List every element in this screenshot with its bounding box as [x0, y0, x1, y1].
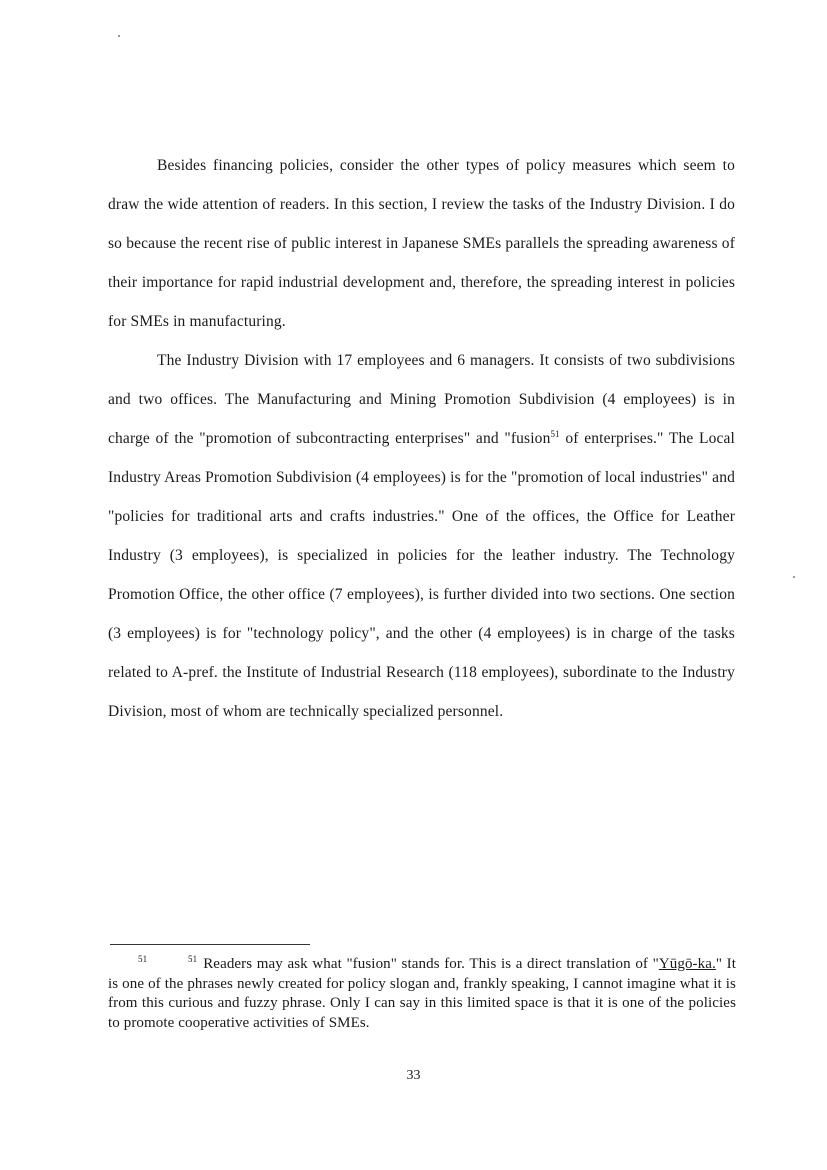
footnote-separator [110, 944, 310, 945]
scan-speck [793, 576, 795, 578]
body-text [108, 146, 735, 731]
footnote-text-part-2: " It is one of the phrases newly created for policy slogan and, frankly speaking, I cannot imagine what it is from this curious and fuzzy phrase. Only I can say in this limited space is that it is one of the policies to promote cooperative activities of SMEs. [108, 956, 737, 1031]
scan-speck [118, 35, 120, 37]
footnote-reference: 51 [550, 428, 560, 439]
footnote-mark: 51 [188, 954, 198, 964]
paragraph-1: Besides financing policies, consider the other types of policy measures which seem to draw the wide attention of readers. In this section, I review the tasks of the Industry Division. I do so because the recent rise of public interest in Japanese SMEs parallels the spreading awareness of their importance for rapid industrial development and, therefore, the spreading interest in policies for SMEs in manufacturing. [108, 157, 735, 330]
page-number: 33 [406, 1068, 421, 1083]
footnote-text-part-1: Readers may ask what "fusion" stands for. This is a direct translation of " [203, 956, 659, 972]
paragraph-2-part-2: of enterprises." The Local Industry Areas Promotion Subdivision (4 employees) is for the "promotion of local industries" and "policies for traditional arts and crafts industries." One of the offices, the Office for Leather Industry (3 employees), is specialized in policies for the leather industry. The Technology Promotion Office, the other office (7 employees), is further divided into two sections. One section (3 employees) is for "technology policy", and the other (4 employees) is in charge of the tasks related to A-pref. the Institute of Industrial Research (118 employees), subordinate to the Industry Division, most of whom are technically specialized personnel. [108, 430, 736, 720]
footnote: 51 $^{51}$ Readers may ask what "fusion" stands for. This is a direct translation of "Yūgō-ka." It is one of the phrases newly created for policy slogan and, frankly speaking, I cannot imagine what it is from this curious and fuzzy phrase. Only I can say in this limited space is that it is one of the policies to promote cooperative activities of SMEs. [108, 954, 737, 1031]
paragraph-2 [108, 341, 735, 731]
footnote-term: Yūgō-ka. [658, 956, 716, 972]
paragraph-2-part-1: The Industry Division with 17 employees and 6 managers. It consists of two subdivisions and two offices. The Manufacturing and Mining Promotion Subdivision (4 employees) is in charge of the "promotion of subcontracting enterprises" and "fusion [108, 352, 735, 447]
